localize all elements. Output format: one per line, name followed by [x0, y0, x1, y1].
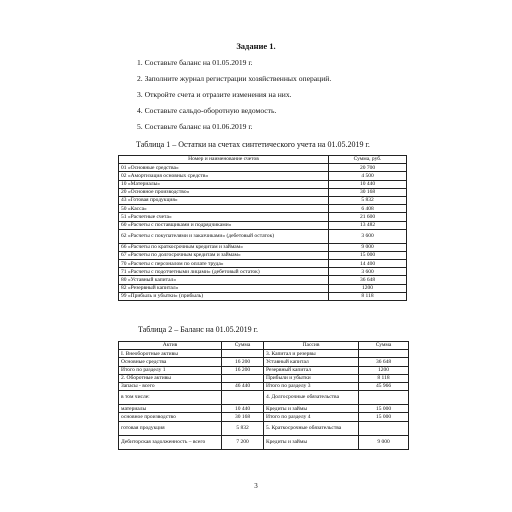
liability-item: Уставный капитал — [264, 358, 359, 366]
account-amount: 1200 — [329, 284, 407, 292]
asset-item: основное производство — [119, 413, 222, 421]
liability-amount: 36 648 — [359, 358, 409, 366]
table-row — [119, 358, 409, 366]
table-row — [119, 188, 407, 196]
table-row — [119, 284, 407, 292]
liability-amount: 8 118 — [359, 374, 409, 382]
account-name: 10 «Материалы» — [119, 180, 329, 188]
table-row — [119, 243, 407, 251]
task-item: 1. Составьте баланс на 01.05.2019 г. — [137, 58, 253, 67]
account-name: 20 «Основное производство» — [119, 188, 329, 196]
asset-amount: 46 440 — [222, 382, 264, 390]
table-row — [119, 391, 409, 405]
balance-sheet-table — [118, 341, 409, 450]
account-amount: 6 408 — [329, 205, 407, 213]
table-row — [119, 260, 407, 268]
asset-item: I. Внеоборотные активы — [119, 350, 222, 358]
table1-caption: Таблица 1 – Остатки на счетах синтетического учета на 01.05.2019 г. — [136, 140, 370, 149]
asset-item: 2. Оборотные активы — [119, 374, 222, 382]
account-amount: 13 482 — [329, 221, 407, 229]
task-item: 2. Заполните журнал регистрации хозяйственных операций. — [137, 74, 332, 83]
account-balances-table — [118, 155, 407, 301]
liability-amount: 15 000 — [359, 405, 409, 413]
liability-amount: 1200 — [359, 366, 409, 374]
column-header: Сумма — [222, 342, 264, 350]
asset-amount — [222, 350, 264, 358]
table-row — [119, 276, 407, 284]
table-row — [119, 374, 409, 382]
account-name: 60 «Расчеты с поставщиками и подрядчиками» — [119, 221, 329, 229]
asset-item: в том числе: — [119, 391, 222, 405]
account-amount: 8 118 — [329, 292, 407, 300]
liability-amount — [359, 350, 409, 358]
liability-item: Кредиты и займы — [264, 435, 359, 449]
account-name: 02 «Амортизация основных средств» — [119, 172, 329, 180]
account-name: 82 «Резервный капитал» — [119, 284, 329, 292]
asset-item: готовая продукция — [119, 421, 222, 435]
account-amount: 15 000 — [329, 251, 407, 259]
assignment-heading: Задание 1. — [236, 41, 276, 51]
liability-item: Резервный капитал — [264, 366, 359, 374]
table-row — [119, 268, 407, 276]
page-number: 3 — [254, 482, 258, 490]
account-name: 71 «Расчеты с подотчетными лицами» (дебетовый остаток) — [119, 268, 329, 276]
asset-item: Запасы - всего — [119, 382, 222, 390]
asset-amount: 7 200 — [222, 435, 264, 449]
account-amount: 10 440 — [329, 180, 407, 188]
task-item: 3. Откройте счета и отразите изменения на них. — [137, 90, 292, 99]
table-row — [119, 382, 409, 390]
table-row — [119, 292, 407, 300]
account-amount: 36 648 — [329, 276, 407, 284]
asset-item: Итого по разделу 1 — [119, 366, 222, 374]
account-name: 70 «Расчеты с персоналом по оплате труда» — [119, 260, 329, 268]
table-header-row — [119, 342, 409, 350]
account-name: 51 «Расчетные счета» — [119, 213, 329, 221]
table2-caption: Таблица 2 – Баланс на 01.05.2019 г. — [138, 325, 259, 334]
liability-item: 4. Долгосрочные обязательства — [264, 391, 359, 405]
account-name: 43 «Готовая продукция» — [119, 196, 329, 204]
account-amount: 5 832 — [329, 196, 407, 204]
table-row — [119, 251, 407, 259]
column-header: Сумма — [359, 342, 409, 350]
table-row — [119, 180, 407, 188]
asset-amount — [222, 374, 264, 382]
table-row — [119, 366, 409, 374]
account-name: 99 «Прибыль и убытки» (прибыль) — [119, 292, 329, 300]
account-amount: 21 600 — [329, 213, 407, 221]
liability-item: Прибыли и убытки — [264, 374, 359, 382]
table-row — [119, 405, 409, 413]
table-row — [119, 205, 407, 213]
task-list — [137, 57, 331, 137]
account-name: 80 «Уставный капитал» — [119, 276, 329, 284]
liability-item: 5. Краткосрочные обязательства — [264, 421, 359, 435]
account-name: 01 «Основные средства» — [119, 164, 329, 172]
column-header: Сумма, руб. — [329, 156, 407, 164]
table-row — [119, 350, 409, 358]
account-amount: 14 400 — [329, 260, 407, 268]
account-name: 67 «Расчеты по долгосрочным кредитам и займам» — [119, 251, 329, 259]
liability-item: Кредиты и займы — [264, 405, 359, 413]
table-row — [119, 435, 409, 449]
account-amount: 20 700 — [329, 164, 407, 172]
table-row — [119, 196, 407, 204]
asset-amount: 30 168 — [222, 413, 264, 421]
column-header: Актив — [119, 342, 222, 350]
account-amount: 30 168 — [329, 188, 407, 196]
asset-item: материалы — [119, 405, 222, 413]
asset-amount: 16 200 — [222, 366, 264, 374]
liability-amount: 45 966 — [359, 382, 409, 390]
table-row — [119, 221, 407, 229]
table-header-row — [119, 156, 407, 164]
column-header: Пассив — [264, 342, 359, 350]
task-item: 5. Составьте баланс на 01.06.2019 г. — [137, 122, 253, 131]
asset-amount — [222, 391, 264, 405]
table-row — [119, 421, 409, 435]
account-amount: 3 600 — [329, 229, 407, 243]
table-row — [119, 164, 407, 172]
asset-amount: 5 832 — [222, 421, 264, 435]
liability-item: Итого по разделу 4 — [264, 413, 359, 421]
account-name: 66 «Расчеты по краткосрочным кредитам и займам» — [119, 243, 329, 251]
asset-amount: 10 440 — [222, 405, 264, 413]
account-amount: 9 000 — [329, 243, 407, 251]
table-row — [119, 413, 409, 421]
liability-amount — [359, 391, 409, 405]
liability-amount: 15 000 — [359, 413, 409, 421]
table-row — [119, 172, 407, 180]
table-row — [119, 213, 407, 221]
account-name: 62 «Расчеты с покупателями и заказчиками» (дебетовый остаток) — [119, 229, 329, 243]
liability-amount: 9 000 — [359, 435, 409, 449]
account-amount: 3 600 — [329, 268, 407, 276]
column-header: Номер и наименование счетов — [119, 156, 329, 164]
account-name: 50 «Касса» — [119, 205, 329, 213]
account-amount: 4 500 — [329, 172, 407, 180]
liability-item: Итого по разделу 3 — [264, 382, 359, 390]
liability-item: 3. Капитал и резервы — [264, 350, 359, 358]
liability-amount — [359, 421, 409, 435]
task-item: 4. Составьте сальдо-оборотную ведомость. — [137, 106, 277, 115]
asset-item: Основные средства — [119, 358, 222, 366]
asset-item: Дебиторская задолженность – всего — [119, 435, 222, 449]
table-row — [119, 229, 407, 243]
asset-amount: 16 200 — [222, 358, 264, 366]
